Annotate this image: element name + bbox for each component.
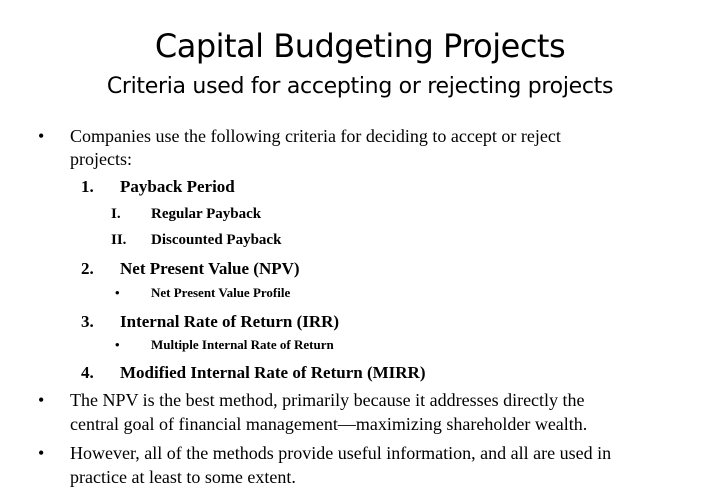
criterion-2-label: Net Present Value (NPV)	[120, 259, 300, 278]
bullet-icon: •	[38, 390, 45, 410]
criterion-1-number: 1.	[81, 177, 94, 196]
slide-subtitle: Criteria used for accepting or rejecting projects	[106, 74, 614, 99]
bullet-3-line-1: However, all of the methods provide useful information, and all are used in	[70, 443, 612, 463]
criterion-2-number: 2.	[81, 259, 94, 278]
criterion-1-sub-1-label: Regular Payback	[151, 206, 262, 222]
criterion-3-number: 3.	[81, 312, 94, 331]
bullet-2-line-1: The NPV is the best method, primarily because it addresses directly the	[70, 390, 585, 410]
criterion-3-sub-1-label: Multiple Internal Rate of Return	[151, 337, 334, 352]
bullet-1-line-1: Companies use the following criteria for deciding to accept or reject	[70, 126, 561, 146]
criterion-3-label: Internal Rate of Return (IRR)	[120, 312, 340, 331]
criterion-1-sub-2-marker: II.	[111, 232, 127, 248]
criterion-4-label: Modified Internal Rate of Return (MIRR)	[120, 363, 426, 382]
slide-title: Capital Budgeting Projects	[154, 27, 566, 65]
criterion-2-sub-1-marker: •	[115, 285, 120, 300]
criterion-1-sub-2-label: Discounted Payback	[151, 232, 282, 248]
criterion-3-sub-1-marker: •	[115, 337, 120, 352]
criterion-4-number: 4.	[81, 363, 94, 382]
bullet-3-line-2: practice at least to some extent.	[70, 467, 296, 487]
bullet-icon: •	[38, 126, 45, 146]
criterion-1-sub-1-marker: I.	[111, 206, 121, 222]
bullet-2-line-2: central goal of financial management—maximizing shareholder wealth.	[70, 414, 588, 434]
bullet-1-line-2: projects:	[70, 149, 132, 169]
criterion-2-sub-1-label: Net Present Value Profile	[151, 285, 291, 300]
criterion-1-label: Payback Period	[120, 177, 235, 196]
bullet-icon: •	[38, 443, 45, 463]
